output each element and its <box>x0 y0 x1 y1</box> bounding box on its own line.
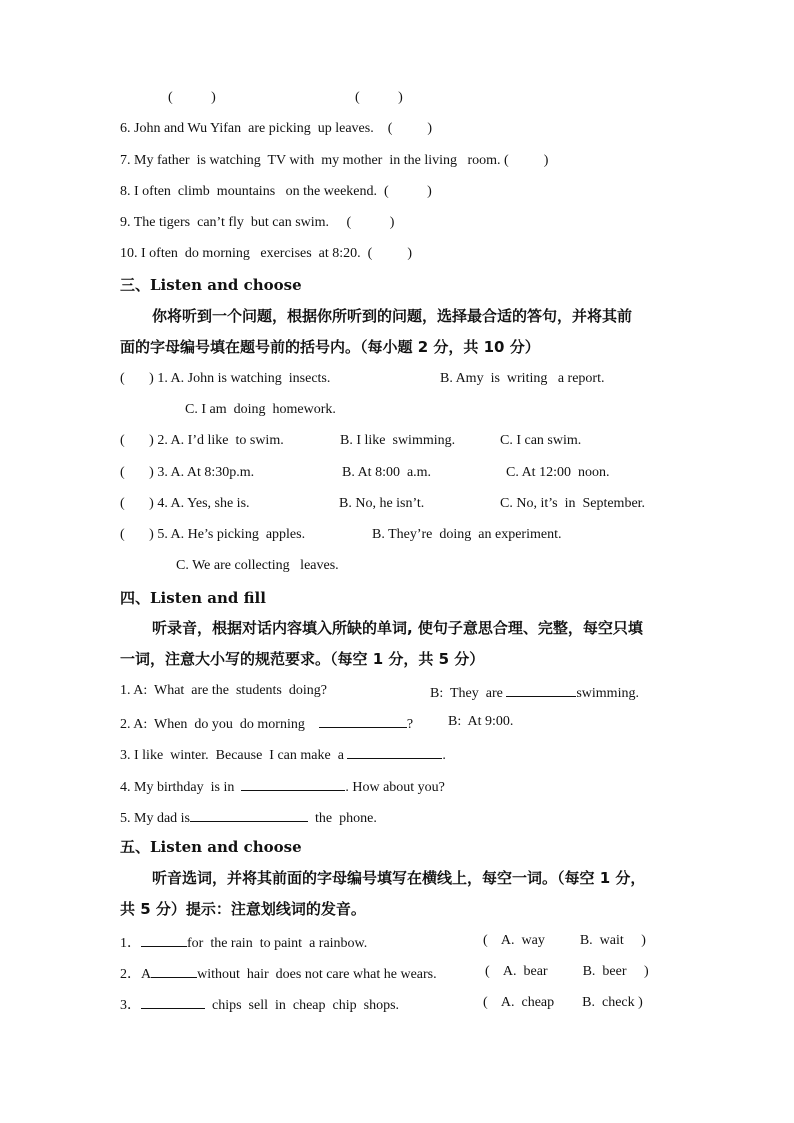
dialogue-punct: ? <box>406 717 414 732</box>
choose-item-1 <box>120 932 367 953</box>
section-instruction: 面的字母编号填在题号前的括号内。（每小题 2 分，共 10 分） <box>120 338 540 356</box>
question-item-10: 10. I often do morning exercises at 8:20. ( ) <box>120 246 412 261</box>
dialogue-a-text: 2. A: When do you do morning <box>120 717 305 732</box>
fill-text: 3. I like winter. Because I can make a <box>120 748 348 763</box>
fill-item-3 <box>120 744 446 765</box>
word-choices: ( A. way B. wait ) <box>483 933 646 948</box>
choose-item-3 <box>120 994 399 1015</box>
fill-text: 4. My birthday is in <box>120 780 242 795</box>
question-item-p3-2: ( ) 2. A. I’d like to swim. <box>120 433 284 448</box>
item-number: 3． <box>120 998 141 1013</box>
word-choices: ( A. cheap B. check ) <box>483 995 643 1010</box>
option-c: C. No, it’s in September. <box>500 496 646 511</box>
fill-blank[interactable] <box>141 932 187 947</box>
option-b: B. I like swimming. <box>340 433 456 448</box>
section-heading-part4: 四、Listen and fill <box>120 589 266 607</box>
fill-item-1: 1. A: What are the students doing? <box>120 683 327 698</box>
section-instruction: 听音选词，并将其前面的字母编号填写在横线上，每空一词。（每空 1 分， <box>152 869 646 887</box>
fill-blank[interactable] <box>141 994 205 1009</box>
fill-text: 5. My dad is <box>120 811 190 826</box>
fill-text: . How about you? <box>345 780 445 795</box>
section-instruction: 一词，注意大小写的规范要求。（每空 1 分，共 5 分） <box>120 650 485 668</box>
option-b: B. They’re doing an experiment. <box>372 527 562 542</box>
item-prefix: A <box>141 967 152 982</box>
fill-text: . <box>442 748 446 763</box>
option-c: C. I can swim. <box>500 433 582 448</box>
fill-text: the phone. <box>308 811 377 826</box>
fill-item-4 <box>120 776 445 797</box>
item-text: chips sell in cheap chip shops. <box>205 998 400 1013</box>
fill-blank[interactable] <box>190 807 308 822</box>
item-number: 1． <box>120 936 141 951</box>
question-item-7: 7. My father is watching TV with my mother in the living room. ( ) <box>120 153 549 168</box>
word-choices: ( A. bear B. beer ) <box>485 964 649 979</box>
option-c: C. We are collecting leaves. <box>176 558 339 573</box>
fill-item-5 <box>120 807 377 828</box>
fill-item-1-answer <box>430 682 639 703</box>
fill-blank[interactable] <box>151 963 197 978</box>
option-b: B. Amy is writing a report. <box>440 371 605 386</box>
question-item-p3-3: ( ) 3. A. At 8:30p.m. <box>120 465 255 480</box>
fill-blank[interactable] <box>241 776 345 791</box>
question-item-9: 9. The tigers can’t fly but can swim. ( ) <box>120 215 395 230</box>
item-text: for the rain to paint a rainbow. <box>187 936 368 951</box>
fill-blank[interactable] <box>347 744 442 759</box>
question-item-p3-1: ( ) 1. A. John is watching insects. <box>120 371 331 386</box>
question-item-p3-4: ( ) 4. A. Yes, she is. <box>120 496 250 511</box>
question-item-p3-5: ( ) 5. A. He’s picking apples. <box>120 527 306 542</box>
answer-parens-left[interactable]: ( ) <box>168 90 216 105</box>
question-item-6: 6. John and Wu Yifan are picking up leaves. ( ) <box>120 121 433 136</box>
question-item-8: 8. I often climb mountains on the weekend. ( ) <box>120 184 432 199</box>
section-heading-part3: 三、Listen and choose <box>120 276 302 294</box>
section-heading-part5: 五、Listen and choose <box>120 838 302 856</box>
dialogue-b-text: B: At 9:00. <box>448 714 514 729</box>
fill-blank[interactable] <box>506 682 576 697</box>
item-text: without hair does not care what he wears. <box>197 967 437 982</box>
fill-item-2 <box>120 713 413 734</box>
option-c: C. At 12:00 noon. <box>506 465 610 480</box>
item-number: 2． <box>120 967 141 982</box>
answer-parens-right[interactable]: ( ) <box>355 90 403 105</box>
option-c: C. I am doing homework. <box>185 402 336 417</box>
fill-blank[interactable] <box>319 713 407 728</box>
option-b: B. No, he isn’t. <box>339 496 425 511</box>
choose-item-2 <box>120 963 437 984</box>
dialogue-b-text: B: They are <box>430 686 507 701</box>
section-instruction: 你将听到一个问题，根据你所听到的问题，选择最合适的答句，并将其前 <box>152 307 633 325</box>
section-instruction: 听录音，根据对话内容填入所缺的单词, 使句子意思合理、完整，每空只填 <box>152 619 643 637</box>
option-b: B. At 8:00 a.m. <box>342 465 432 480</box>
dialogue-b-text: swimming. <box>576 686 639 701</box>
section-instruction: 共 5 分）提示：注意划线词的发音。 <box>120 900 366 918</box>
